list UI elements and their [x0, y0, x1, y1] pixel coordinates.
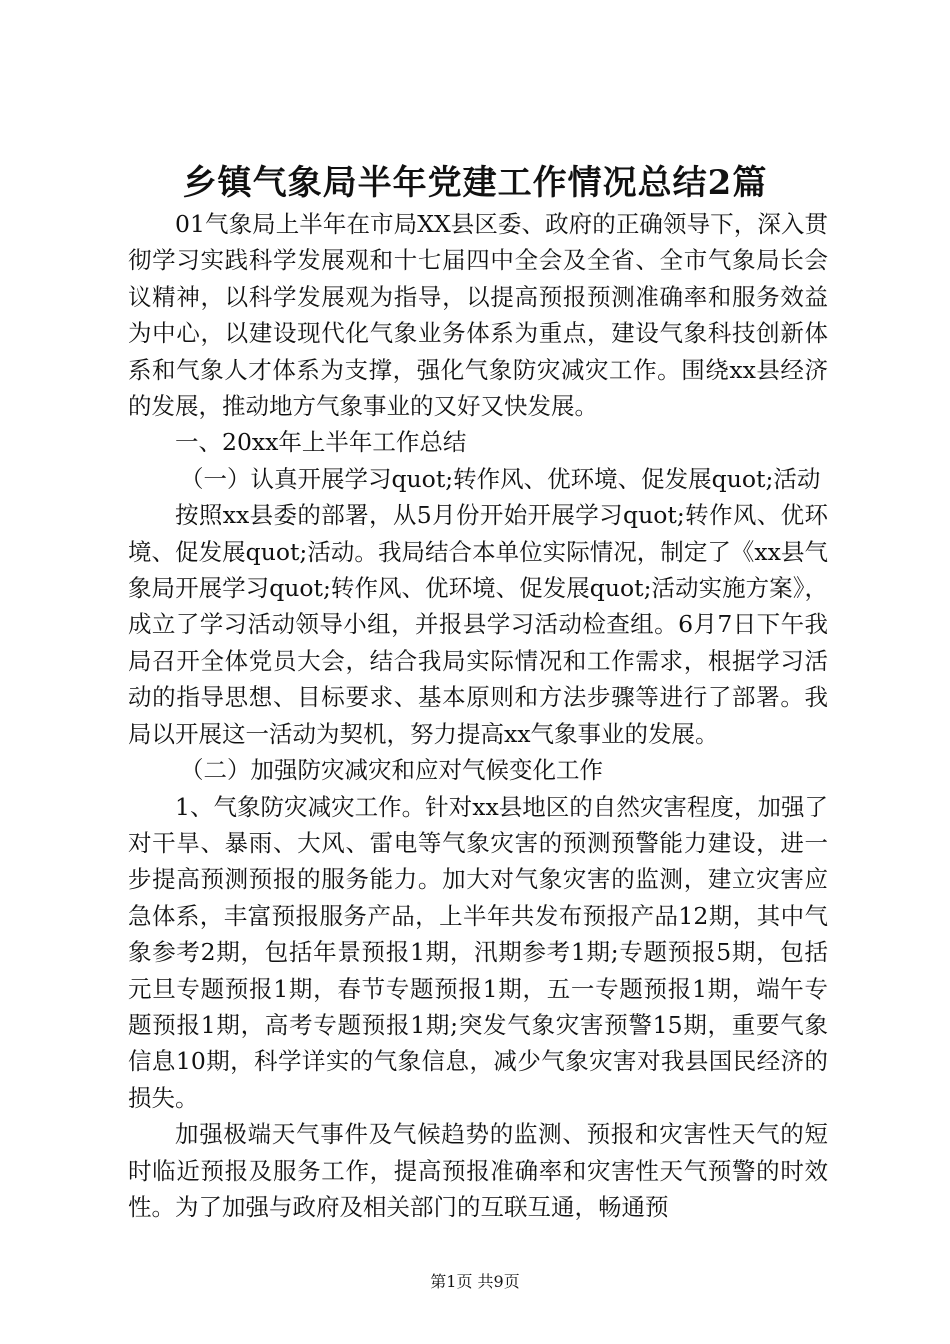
subsection-heading: （一）认真开展学习quot;转作风、优环境、促发展quot;活动	[180, 464, 821, 493]
document-title: 乡镇气象局半年党建工作情况总结2篇	[182, 163, 768, 203]
section-heading: 一、20xx年上半年工作总结	[175, 428, 467, 457]
page-number-footer: 第1页 共9页	[430, 1272, 520, 1291]
document-body	[128, 206, 828, 1225]
body-paragraph: 加强极端天气事件及气候趋势的监测、预报和灾害性天气的短时临近预报及服务工作，提高预报准确率和灾害性天气预警的时效性。为了加强与政府及相关部门的互联互通，畅通预	[128, 1120, 828, 1221]
subsection-heading: （二）加强防灾减灾和应对气候变化工作	[180, 756, 603, 785]
intro-paragraph: 01气象局上半年在市局XX县区委、政府的正确领导下，深入贯彻学习实践科学发展观和十七届四中全会及全省、全市气象局长会议精神，以科学发展观为指导，以提高预报预测准确率和服务效益为中心，以建设现代化气象业务体系为重点，建设气象科技创新体系和气象人才体系为支撑，强化气象防灾减灾工作。围绕xx县经济的发展，推动地方气象事业的又好又快发展。	[128, 210, 828, 421]
body-paragraph: 按照xx县委的部署，从5月份开始开展学习quot;转作风、优环境、促发展quot;活动。我局结合本单位实际情况，制定了《xx县气象局开展学习quot;转作风、优环境、促发展quot;活动实施方案》，成立了学习活动领导小组，并报县学习活动检查组。6月7日下午我局召开全体党员大会，结合我局实际情况和工作需求，根据学习活动的指导思想、目标要求、基本原则和方法步骤等进行了部署。我局以开展这一活动为契机，努力提高xx气象事业的发展。	[128, 501, 828, 748]
body-paragraph: 1、气象防灾减灾工作。针对xx县地区的自然灾害程度，加强了对干旱、暴雨、大风、雷电等气象灾害的预测预警能力建设，进一步提高预测预报的服务能力。加大对气象灾害的监测，建立灾害应急体系，丰富预报服务产品，上半年共发布预报产品12期，其中气象参考2期，包括年景预报1期，汛期参考1期;专题预报5期，包括元旦专题预报1期，春节专题预报1期，五一专题预报1期，端午专题预报1期，高考专题预报1期;突发气象灾害预警15期，重要气象信息10期，科学详实的气象信息，减少气象灾害对我县国民经济的损失。	[128, 792, 828, 1112]
